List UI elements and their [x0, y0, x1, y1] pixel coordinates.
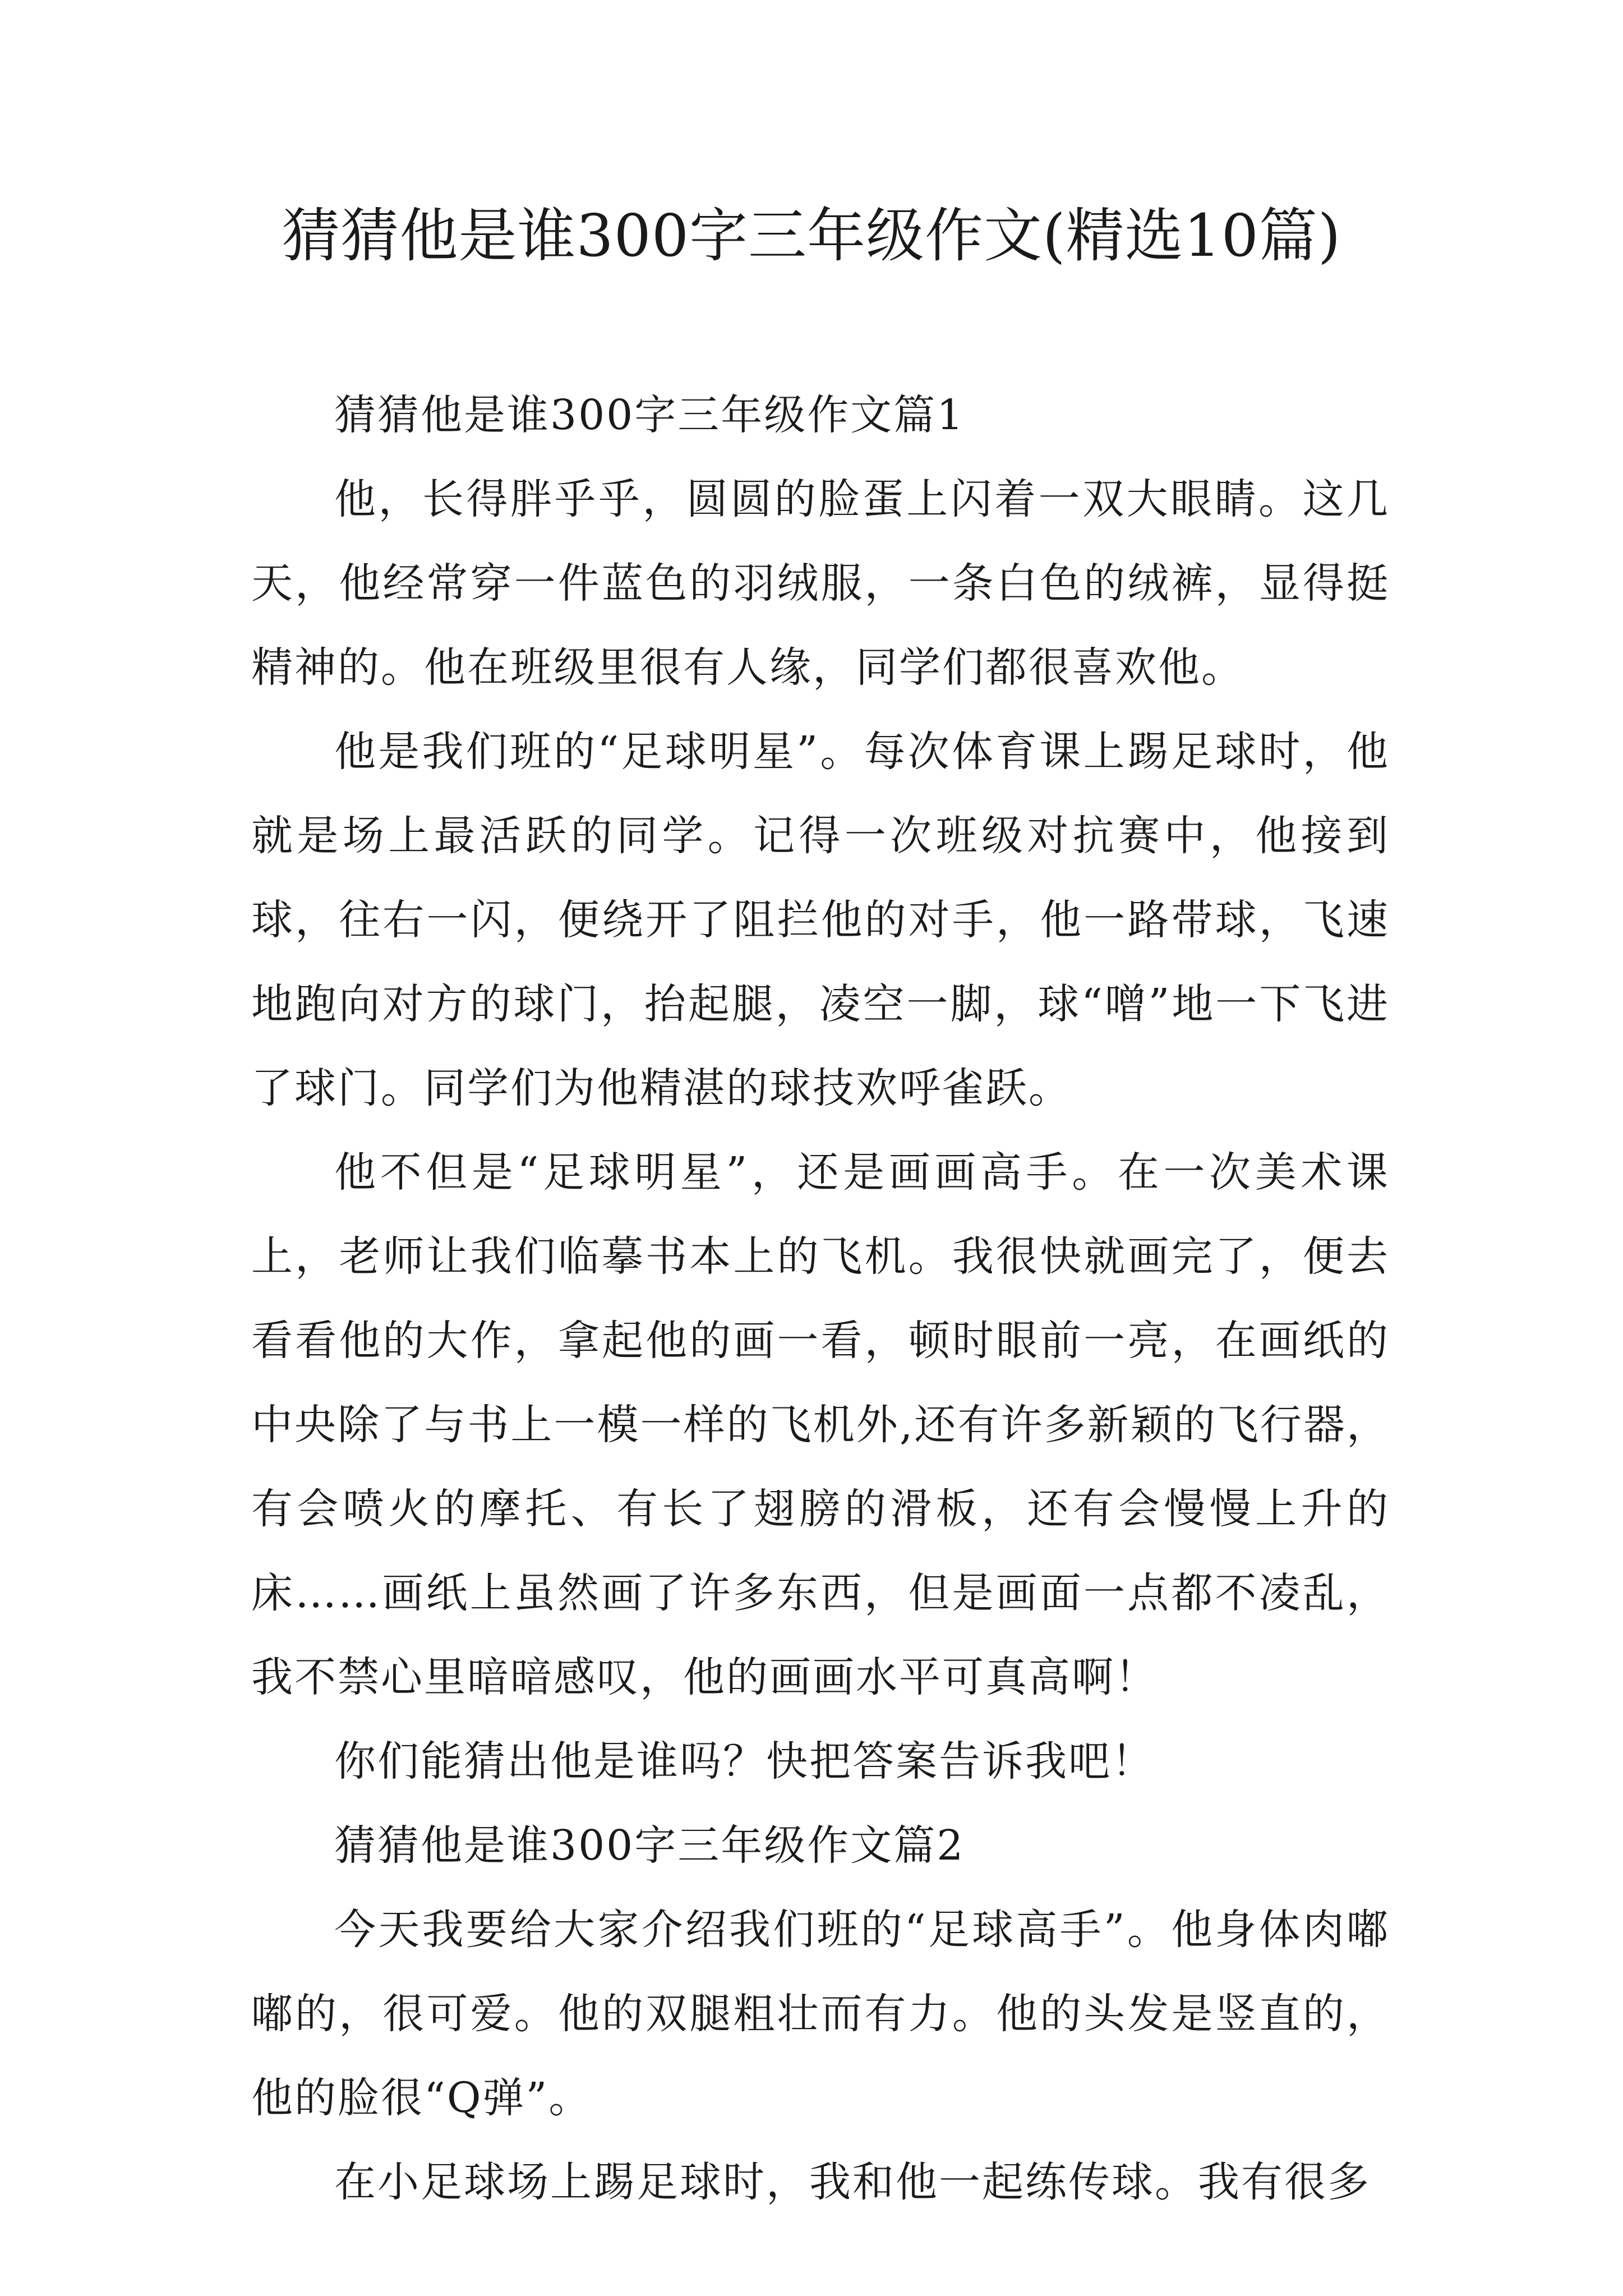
paragraph: 他是我们班的“足球明星”。每次体育课上踢足球时，他就是场上最活跃的同学。记得一次班级对抗赛中，他接到球，往右一闪，便绕开了阻拦他的对手，他一路带球，飞速地跑向对方的球门，抬起腿，凌空一脚，球“噌”地一下飞进了球门。同学们为他精湛的球技欢呼雀跃。 — [251, 728, 1390, 1112]
section-heading-2: 猜猜他是谁300字三年级作文篇2 — [334, 1821, 965, 1870]
paragraph: 他不但是“足球明星”，还是画画高手。在一次美术课上，老师让我们临摹书本上的飞机。我很快就画完了，便去看看他的大作，拿起他的画一看，顿时眼前一亮，在画纸的中央除了与书上一模一样的飞机外,还有许多新颖的飞行器，有会喷火的摩托、有长了翅膀的滑板，还有会慢慢上升的床……画纸上虽然画了许多东西，但是画面一点都不凌乱，我不禁心里暗暗感叹，他的画画水平可真高啊！ — [251, 1148, 1390, 1701]
paragraph: 在小足球场上踢足球时，我和他一起练传球。我有很多 — [334, 2158, 1371, 2206]
paragraph: 他，长得胖乎乎，圆圆的脸蛋上闪着一双大眼睛。这几天，他经常穿一件蓝色的羽绒服，一条白色的绒裤，显得挺精神的。他在班级里很有人缘，同学们都很喜欢他。 — [251, 475, 1390, 692]
section-heading-1: 猜猜他是谁300字三年级作文篇1 — [334, 391, 965, 439]
document-body — [251, 373, 1390, 2224]
paragraph: 今天我要给大家介绍我们班的“足球高手”。他身体肉嘟嘟的，很可爱。他的双腿粗壮而有力。他的头发是竖直的，他的脸很“Q弹”。 — [251, 1906, 1390, 2122]
paragraph: 你们能猜出他是谁吗？快把答案告诉我吧！ — [334, 1737, 1155, 1786]
document-title: 猜猜他是谁300字三年级作文(精选10篇) — [282, 201, 1341, 270]
